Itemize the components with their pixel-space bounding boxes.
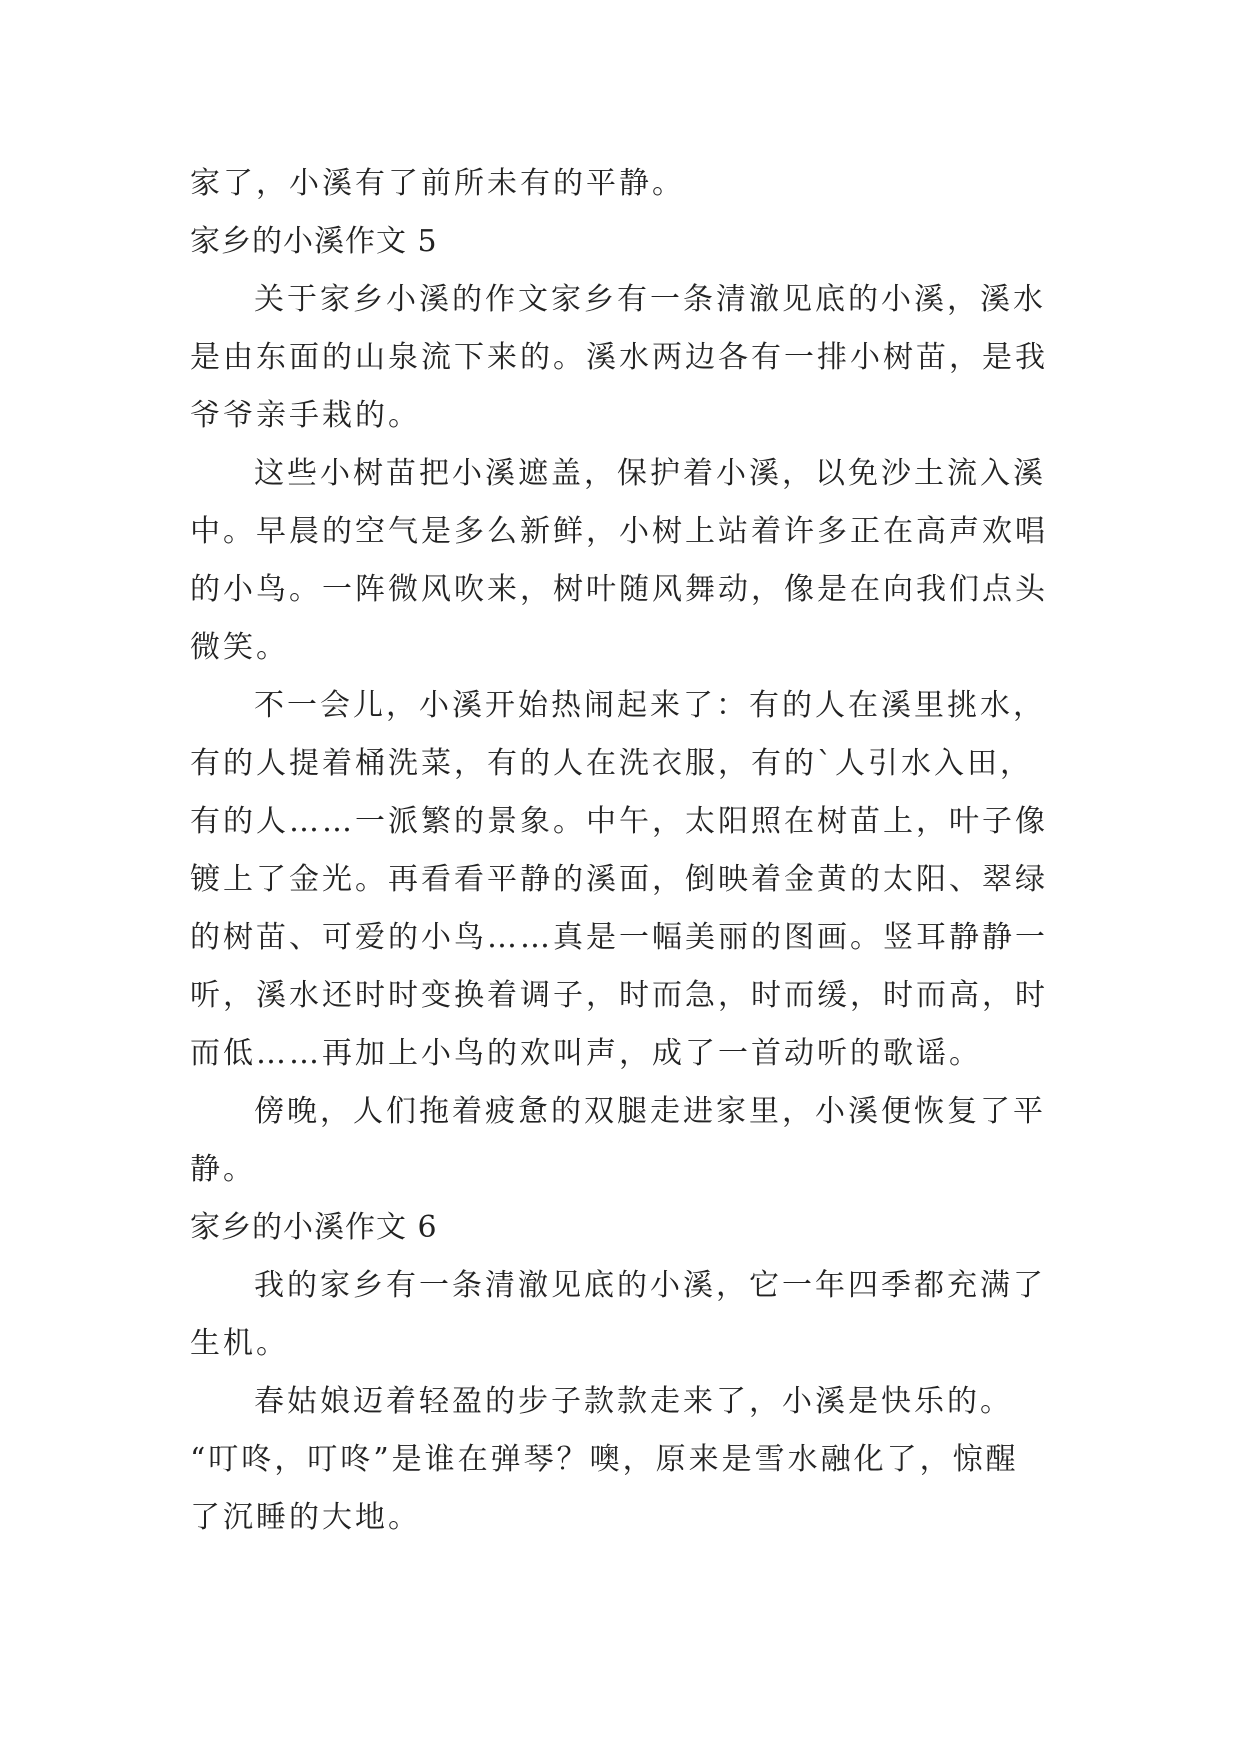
paragraph-line: 微笑。 bbox=[190, 630, 289, 665]
paragraph-line: 的小鸟。一阵微风吹来，树叶随风舞动，像是在向我们点头 bbox=[190, 572, 1048, 607]
paragraph-line: 有的人……一派繁的景象。中午，太阳照在树苗上，叶子像 bbox=[190, 804, 1048, 839]
paragraph-line: 家了，小溪有了前所未有的平静。 bbox=[190, 166, 685, 201]
paragraph-line: 的树苗、可爱的小鸟……真是一幅美丽的图画。竖耳静静一 bbox=[190, 920, 1048, 955]
paragraph-line: 傍晚，人们拖着疲惫的双腿走进家里，小溪便恢复了平 bbox=[254, 1094, 1046, 1129]
paragraph-line: 而低……再加上小鸟的欢叫声，成了一首动听的歌谣。 bbox=[190, 1036, 982, 1071]
paragraph-line: 静。 bbox=[190, 1152, 256, 1187]
paragraph-line: 关于家乡小溪的作文家乡有一条清澈见底的小溪，溪水 bbox=[254, 282, 1046, 317]
paragraph-line: 镀上了金光。再看看平静的溪面，倒映着金黄的太阳、翠绿 bbox=[190, 862, 1048, 897]
paragraph-line: 这些小树苗把小溪遮盖，保护着小溪，以免沙土流入溪 bbox=[254, 456, 1046, 491]
paragraph-line: 有的人提着桶洗菜，有的人在洗衣服，有的`人引水入田， bbox=[190, 746, 1033, 781]
paragraph-line: 听，溪水还时时变换着调子，时而急，时而缓，时而高，时 bbox=[190, 978, 1048, 1013]
paragraph-line: 我的家乡有一条清澈见底的小溪，它一年四季都充满了 bbox=[254, 1268, 1046, 1303]
paragraph-line: “叮咚，叮咚”是谁在弹琴？噢，原来是雪水融化了，惊醒 bbox=[190, 1442, 1019, 1477]
paragraph-line: 生机。 bbox=[190, 1326, 289, 1361]
paragraph-line: 中。早晨的空气是多么新鲜，小树上站着许多正在高声欢唱 bbox=[190, 514, 1048, 549]
section-heading: 家乡的小溪作文 5 bbox=[190, 224, 438, 259]
paragraph-line: 爷爷亲手栽的。 bbox=[190, 398, 421, 433]
paragraph-line: 是由东面的山泉流下来的。溪水两边各有一排小树苗，是我 bbox=[190, 340, 1048, 375]
paragraph-line: 了沉睡的大地。 bbox=[190, 1500, 421, 1535]
section-heading: 家乡的小溪作文 6 bbox=[190, 1210, 438, 1245]
paragraph-line: 不一会儿，小溪开始热闹起来了：有的人在溪里挑水， bbox=[254, 688, 1046, 723]
paragraph-line: 春姑娘迈着轻盈的步子款款走来了，小溪是快乐的。 bbox=[254, 1384, 1013, 1419]
